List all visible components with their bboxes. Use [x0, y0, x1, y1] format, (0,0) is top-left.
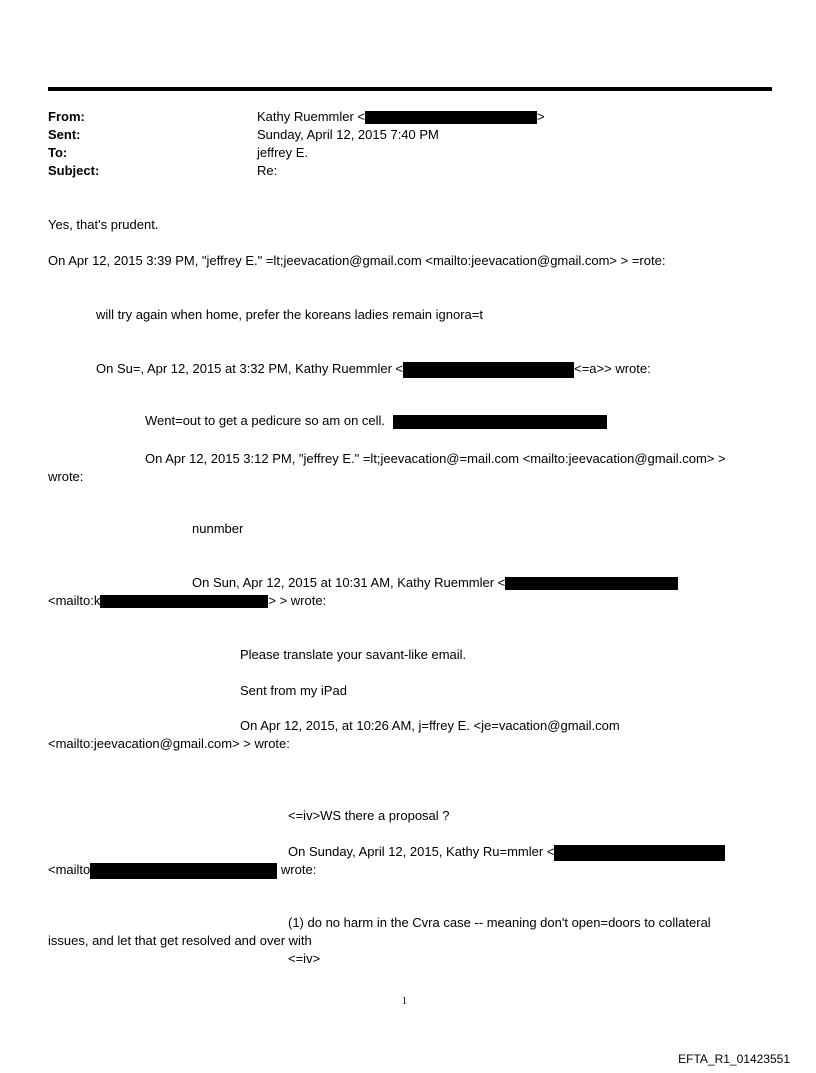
mailto-prefix: <mailto	[48, 862, 91, 877]
quote-header-2	[96, 361, 651, 378]
redaction-box	[90, 863, 277, 879]
mailto-prefix: <mailto:k	[48, 593, 101, 608]
quote-header-6	[288, 844, 725, 861]
quote-header-4	[192, 575, 678, 590]
header-rule	[48, 87, 772, 91]
quoted-text-3: nunmber	[192, 521, 244, 536]
redaction-box	[505, 577, 678, 590]
quoted-text-6: (1) do no harm in the Cvra case -- meaning don't open=doors to collateral	[288, 915, 711, 930]
from-value	[257, 109, 545, 124]
quote-header-2-text: On Su=, Apr 12, 2015 at 3:32 PM, Kathy Ruemmler <	[96, 361, 404, 376]
quote-header-5-wrap: <mailto:jeevacation@gmail.com> > wrote:	[48, 736, 290, 751]
from-name: Kathy Ruemmler <	[257, 109, 366, 124]
quoted-text-6-wrap: issues, and let that get resolved and over with	[48, 933, 312, 948]
quoted-text-4: Please translate your savant-like email.	[240, 647, 467, 662]
quote-header-4-wrap	[48, 593, 326, 608]
quoted-signature: Sent from my iPad	[240, 683, 347, 698]
quote-header-4-text: On Sun, Apr 12, 2015 at 10:31 AM, Kathy Ruemmler <	[192, 575, 506, 590]
quote-header-3: On Apr 12, 2015 3:12 PM, "jeffrey E." =lt;jeevacation@=mail.com <mailto:jeevacation@gmail.com> >	[145, 451, 726, 466]
from-label: From:	[48, 109, 85, 124]
quoted-markup: <=iv>	[288, 951, 321, 966]
quoted-text-5: <=iv>WS there a proposal ?	[288, 808, 450, 823]
redaction-box	[365, 111, 537, 124]
sent-value: Sunday, April 12, 2015 7:40 PM	[257, 127, 439, 142]
to-label: To:	[48, 145, 68, 160]
redaction-box	[403, 362, 574, 378]
document-id: EFTA_R1_01423551	[678, 1052, 790, 1066]
mailto-suffix: > > wrote:	[268, 593, 327, 608]
page-number: 1	[402, 996, 407, 1007]
redaction-box	[393, 415, 607, 429]
subject-value: Re:	[257, 163, 278, 178]
sent-label: Sent:	[48, 127, 81, 142]
from-close: >	[537, 109, 545, 124]
quote-header-3-wrap: wrote:	[48, 469, 84, 484]
redaction-box	[100, 595, 268, 608]
redaction-box	[554, 845, 725, 861]
quote-header-1: On Apr 12, 2015 3:39 PM, "jeffrey E." =lt;jeevacation@gmail.com <mailto:jeevacation@gmail.com> > =rote:	[48, 253, 666, 268]
to-value: jeffrey E.	[257, 145, 309, 160]
quote-header-2-tail: <=a>> wrote:	[574, 361, 651, 376]
quoted-text-2-text: Went=out to get a pedicure so am on cell.	[145, 413, 386, 428]
quoted-text-2	[145, 413, 607, 429]
quoted-text-1: will try again when home, prefer the koreans ladies remain ignora=t	[96, 307, 483, 322]
subject-label: Subject:	[48, 163, 100, 178]
quote-header-6-text: On Sunday, April 12, 2015, Kathy Ru=mmler <	[288, 844, 555, 859]
quote-header-5: On Apr 12, 2015, at 10:26 AM, j=ffrey E. <je=vacation@gmail.com	[240, 718, 620, 733]
mailto-suffix: wrote:	[280, 862, 317, 877]
reply-text: Yes, that's prudent.	[48, 217, 159, 232]
quote-header-6-wrap	[48, 862, 316, 879]
